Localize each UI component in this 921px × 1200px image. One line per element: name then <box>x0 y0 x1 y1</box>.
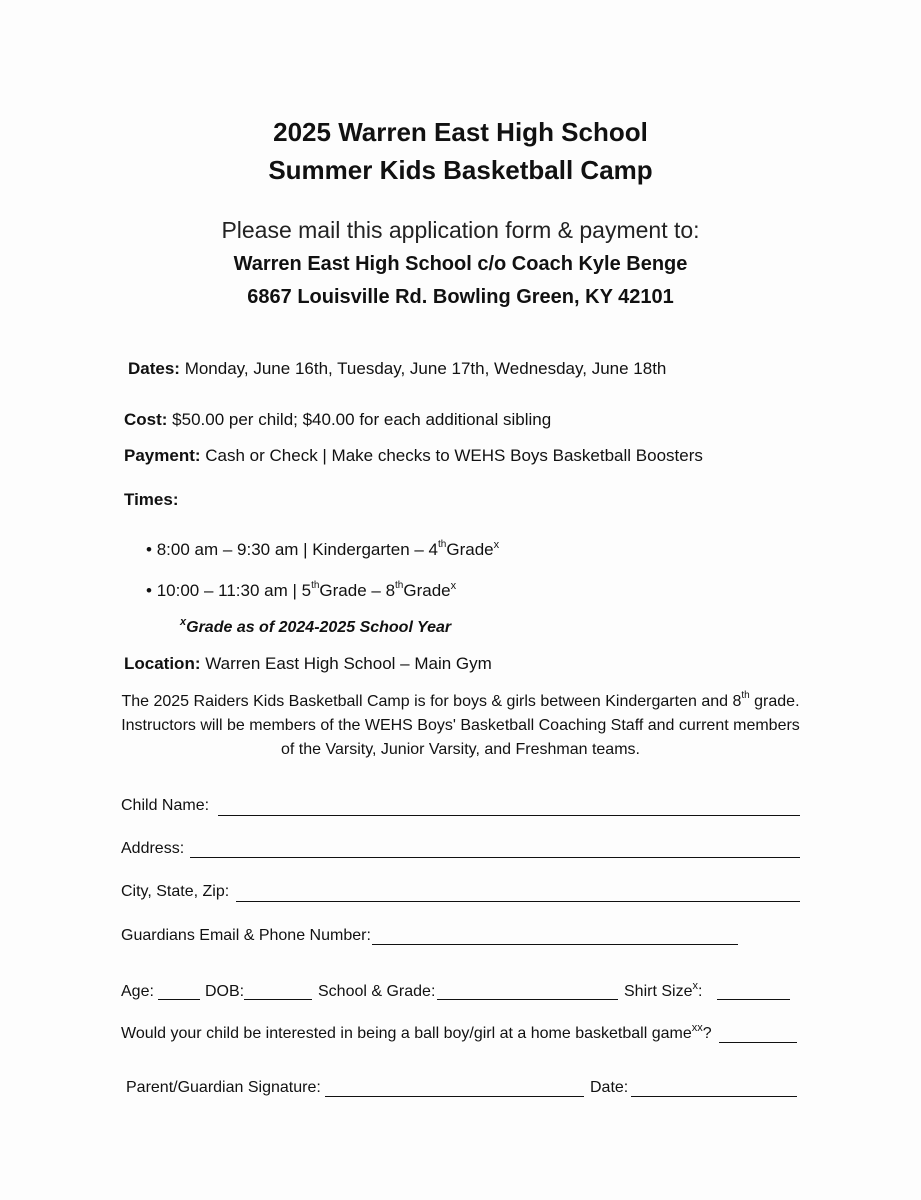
cost-label: Cost: <box>124 410 168 429</box>
description-line-2: Instructors will be members of the WEHS Boys' Basketball Coaching Staff and current members <box>121 717 800 734</box>
description-line-3: of the Varsity, Junior Varsity, and Freshman teams. <box>281 741 640 758</box>
location-line <box>124 654 492 674</box>
location-label: Location: <box>124 654 201 673</box>
address-label: Address: <box>121 840 185 857</box>
child-name-label: Child Name: <box>121 797 210 814</box>
description-line-1-text: The 2025 Raiders Kids Basketball Camp is for boys & girls between Kindergarten and 8 <box>121 693 742 710</box>
time-slot-2-suffix: Grade <box>403 581 451 600</box>
guardian-contact-field[interactable] <box>372 944 738 945</box>
shirt-size-label <box>624 980 703 1001</box>
title-line-1: 2025 Warren East High School <box>273 117 648 147</box>
time-slot-2-sup-2: th <box>395 580 404 591</box>
ball-boy-text: Would your child be interested in being a ball boy/girl at a home basketball game <box>121 1025 692 1042</box>
school-grade-label: School & Grade: <box>318 983 436 1000</box>
signature-field[interactable] <box>325 1096 584 1097</box>
time-slot-1-mark: x <box>493 539 500 551</box>
camp-description <box>0 690 921 762</box>
time-slot-2 <box>146 581 456 601</box>
payment-line <box>124 446 703 466</box>
ball-boy-suffix: ? <box>702 1025 712 1042</box>
payment-label: Payment: <box>124 446 201 465</box>
shirt-size-mark: x <box>692 980 698 992</box>
dob-label: DOB: <box>205 983 245 1000</box>
mail-recipient: Warren East High School c/o Coach Kyle Benge <box>233 253 688 275</box>
payment-value: Cash or Check | Make checks to WEHS Boys Basketball Boosters <box>200 446 703 465</box>
grade-note <box>180 616 452 637</box>
time-slot-1 <box>146 540 499 560</box>
signature-label: Parent/Guardian Signature: <box>126 1079 321 1096</box>
time-slot-2-text: 10:00 – 11:30 am | 5 <box>156 581 312 600</box>
location-value: Warren East High School – Main Gym <box>200 654 492 673</box>
shirt-size-text: Shirt Size <box>624 983 693 1000</box>
cost-value: $50.00 per child; $40.00 for each additional sibling <box>167 410 552 429</box>
dates-value: Monday, June 16th, Tuesday, June 17th, Wednesday, June 18th <box>179 359 667 378</box>
address-field[interactable] <box>190 857 800 858</box>
age-field[interactable] <box>158 999 200 1000</box>
city-state-zip-field[interactable] <box>236 901 800 902</box>
description-line-1-suffix: grade. <box>749 693 800 710</box>
child-name-field[interactable] <box>218 815 800 816</box>
age-label: Age: <box>121 983 154 1000</box>
mail-address: 6867 Louisville Rd. Bowling Green, KY 42101 <box>247 286 674 308</box>
shirt-size-colon: : <box>697 983 703 1000</box>
mail-instructions: Please mail this application form & payment to: <box>221 217 700 243</box>
description-line-1 <box>0 690 921 714</box>
guardian-contact-label: Guardians Email & Phone Number: <box>121 927 371 944</box>
time-slot-2-mark: x <box>450 580 457 592</box>
date-field[interactable] <box>631 1096 797 1097</box>
dates-line <box>128 359 666 379</box>
cost-line <box>124 410 551 430</box>
description-line-1-sup: th <box>741 690 750 701</box>
ball-boy-question <box>121 1022 712 1043</box>
title-line-2: Summer Kids Basketball Camp <box>268 155 653 185</box>
city-state-zip-label: City, State, Zip: <box>121 883 230 900</box>
ball-boy-mark: xx <box>691 1022 703 1034</box>
bullet-dot-icon: • <box>146 581 152 600</box>
time-slot-1-sup: th <box>438 539 447 550</box>
time-slot-1-suffix: Grade <box>446 540 494 559</box>
shirt-size-field[interactable] <box>717 999 790 1000</box>
dob-field[interactable] <box>244 999 312 1000</box>
grade-note-mark: x <box>180 616 187 628</box>
ball-boy-field[interactable] <box>719 1042 797 1043</box>
time-slot-1-text: 8:00 am – 9:30 am | Kindergarten – 4 <box>156 540 439 559</box>
school-grade-field[interactable] <box>437 999 618 1000</box>
date-label: Date: <box>590 1079 629 1096</box>
times-label: Times: <box>124 490 179 509</box>
grade-note-text: Grade as of 2024-2025 School Year <box>186 619 452 636</box>
bullet-dot-icon: • <box>146 540 152 559</box>
dates-label: Dates: <box>128 359 180 378</box>
time-slot-2-sup-1: th <box>311 580 320 591</box>
time-slot-2-mid: Grade – 8 <box>319 581 396 600</box>
times-heading <box>124 490 179 510</box>
